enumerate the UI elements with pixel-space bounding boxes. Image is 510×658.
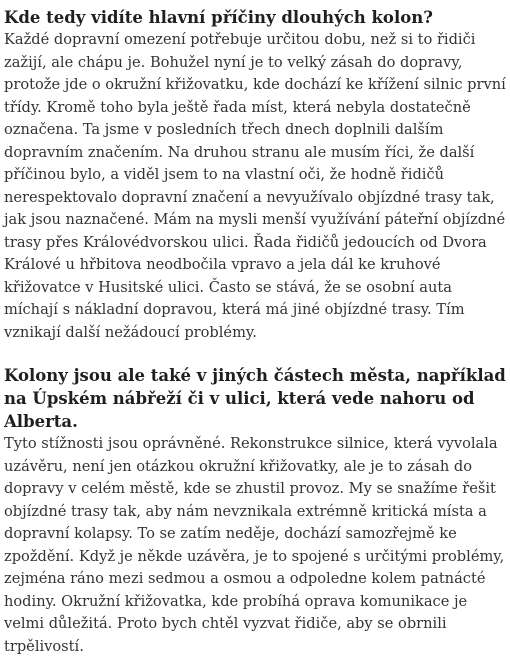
question-heading: Kolony jsou ale také v jiných částech města, například na Úpském nábřeží či v ulici, která vede nahoru od Alberta. (4, 366, 506, 431)
question-heading: Kde tedy vidíte hlavní příčiny dlouhých kolon? (4, 8, 433, 27)
interview-article (4, 0, 506, 658)
answer-paragraph: Tyto stížnosti jsou oprávněné. Rekonstrukce silnice, která vyvolala uzávěru, není jen otázkou okružní křižovatky, ale je to zásah do dopravy v celém městě, kde se zhustil provoz. My se snažíme řešit objízdné trasy tak, aby nám nevznikala extrémně kritická místa a dopravní kolapsy. To se zatím neděje, dochází samozřejmě ke zpoždění. Když je někde uzávěra, je to spojené s určitými problémy, zejména ráno mezi sedmou a osmou a odpoledne kolem patnácté hodiny. Okružní křižovatka, kde probíhá oprava komunikace je velmi důležitá. Proto bych chtěl vyzvat řidiče, aby se obrnili trpělivostí. (4, 435, 505, 655)
interview-section-1 (4, 0, 506, 344)
answer-paragraph: Každé dopravní omezení potřebuje určitou dobu, než si to řidiči zažijí, ale chápu je. Bohužel nyní je to velký zásah do dopravy, protože jde o okružní křižovatku, kde dochází ke křížení silnic první třídy. Kromě toho byla ještě řada míst, která nebyla dostatečně označena. Ta jsme v posledních třech dnech doplnili dalším dopravním značením. Na druhou stranu ale musím říci, že další příčinou bylo, a viděl jsem to na vlastní oči, že hodně řidičů nerespektovalo dopravní značení a nevyužívalo objízdné trasy tak, jak jsou naznačené. Mám na mysli menší využívání páteřní objízdné trasy přes Královédvorskou ulici. Řada řidičů jedoucích od Dvora Králové u hřbitova neodbočila vpravo a jela dál ke kruhové křižovatce v Husitské ulici. Často se stává, že se osobní auta míchají s nákladní dopravou, která má jiné objízdné trasy. Tím vznikají další nežádoucí problémy. (4, 31, 506, 341)
interview-section-2 (4, 358, 506, 658)
